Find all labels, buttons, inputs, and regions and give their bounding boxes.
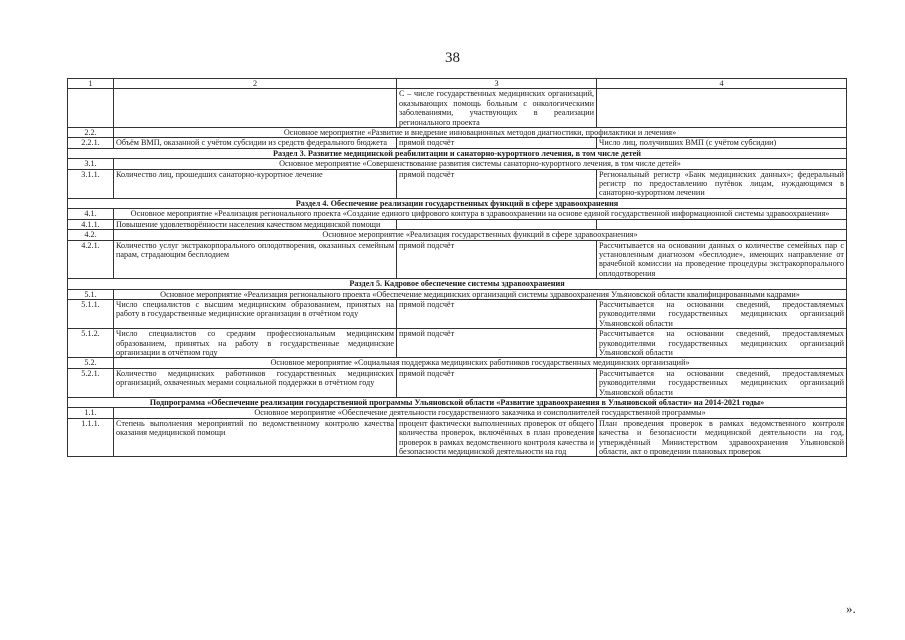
activity-row xyxy=(68,209,847,219)
row-number: 5.2. xyxy=(68,358,114,368)
calculation-method: прямой подсчёт xyxy=(397,368,597,397)
indicator-row xyxy=(68,299,847,328)
row-number: 5.1.2. xyxy=(68,329,114,358)
indicator-name: Степень выполнения мероприятий по ведомственному контролю качества оказания медицинской помощи xyxy=(114,418,397,457)
row-number: 2.2.1. xyxy=(68,138,114,148)
row-number: 5.1.1. xyxy=(68,299,114,328)
indicator-name: Количество лиц, прошедших санаторно-курортное лечение xyxy=(114,169,397,198)
closing-quote-mark: ». xyxy=(846,601,856,616)
activity-title: Основное мероприятие «Совершенствование развития системы санаторно-курортного лечения, в том числе детей» xyxy=(114,159,847,169)
row-number: 3.1.1. xyxy=(68,169,114,198)
activity-row xyxy=(68,128,847,138)
section-row xyxy=(68,148,847,158)
page-number: 38 xyxy=(445,50,460,66)
row-number: 3.1. xyxy=(68,159,114,169)
indicator-name: Количество услуг экстракорпорального оплодотворения, оказанных семейным парам, страдающим бесплодием xyxy=(114,240,397,279)
indicator-row xyxy=(68,138,847,148)
calculation-method: прямой подсчёт xyxy=(397,138,597,148)
activity-row xyxy=(68,358,847,368)
table-header-row xyxy=(68,79,847,89)
activity-title: Основное мероприятие «Реализация регионального проекта «Обеспечение медицинских организаций системы здравоохранения Ульяновской области квалифицированными кадрами» xyxy=(114,289,847,299)
row-number: 1.1.1. xyxy=(68,418,114,457)
row-number: 4.2.1. xyxy=(68,240,114,279)
indicator-row xyxy=(68,240,847,279)
calculation-method: прямой подсчёт xyxy=(397,169,597,198)
section-title: Раздел 5. Кадровое обеспечение системы здравоохранения xyxy=(68,279,847,289)
activity-row xyxy=(68,230,847,240)
indicator-name: Число специалистов с высшим медицинским образованием, принятых на работу в государственные медицинские организации в отчётном году xyxy=(114,299,397,328)
calculation-method xyxy=(397,219,597,229)
indicator-row xyxy=(68,418,847,457)
calculation-method: прямой подсчёт xyxy=(397,329,597,358)
activity-title: Основное мероприятие «Развитие и внедрение инновационных методов диагностики, профилактики и лечения» xyxy=(114,128,847,138)
row-number xyxy=(68,89,114,128)
row-number: 4.2. xyxy=(68,230,114,240)
indicator-name: Объём ВМП, оказанной с учётом субсидии из средств федерального бюджета xyxy=(114,138,397,148)
row-number: 5.2.1. xyxy=(68,368,114,397)
data-source: Рассчитывается на основании данных о количестве семейных пар с установленным диагнозом «бесплодие», имеющих направление от врачебной комиссии на проведение процедуры экстракорпорального оплодотворения xyxy=(597,240,847,279)
row-number: 2.2. xyxy=(68,128,114,138)
activity-row xyxy=(68,408,847,418)
row-number: 4.1. xyxy=(68,209,114,219)
activity-title: Основное мероприятие «Реализация государственных функций в сфере здравоохранения» xyxy=(114,230,847,240)
activity-title: Основное мероприятие «Социальная поддержка медицинских работников государственных медицинских организаций» xyxy=(114,358,847,368)
data-source: Число лиц, получивших ВМП (с учётом субсидии) xyxy=(597,138,847,148)
activity-title: Основное мероприятие «Обеспечение деятельности государственного заказчика и соисполнителей государственной программы» xyxy=(114,408,847,418)
data-source: План проведения проверок в рамках ведомственного контроля качества и безопасности медицинской деятельности на год, утверждённый Министерством здравоохранения Ульяновской области, акт о проведении плановых проверок xyxy=(597,418,847,457)
indicator-name xyxy=(114,89,397,128)
row-number: 4.1.1. xyxy=(68,219,114,229)
calculation-method: С – числе государственных медицинских организаций, оказывающих помощь больным с онкологическими заболеваниями, участвующих в реализации регионального проекта xyxy=(397,89,597,128)
indicators-table xyxy=(67,78,847,457)
data-source: Рассчитывается на основании сведений, предоставляемых руководителями государственных медицинских организаций Ульяновской области xyxy=(597,299,847,328)
section-row xyxy=(68,398,847,408)
indicator-row xyxy=(68,89,847,128)
indicator-row xyxy=(68,219,847,229)
indicator-row xyxy=(68,368,847,397)
section-title: Подпрограмма «Обеспечение реализации государственной программы Ульяновской области «Развитие здравоохранения в Ульяновской области» на 2014-2021 годы» xyxy=(68,398,847,408)
calculation-method: прямой подсчёт xyxy=(397,240,597,279)
activity-title: Основное мероприятие «Реализация регионального проекта «Создание единого цифрового контура в здравоохранении на основе единой государственной информационной системы здравоохранения» xyxy=(114,209,847,219)
section-row xyxy=(68,279,847,289)
data-source xyxy=(597,89,847,128)
section-row xyxy=(68,198,847,208)
calculation-method: процент фактически выполненных проверок от общего количества проверок, включённых в план проведения проверок в рамках ведомственного контроля качества и безопасности медицинской деятельности на год xyxy=(397,418,597,457)
data-source: Рассчитывается на основании сведений, предоставляемых руководителями государственных медицинских организаций Ульяновской области xyxy=(597,368,847,397)
header-col-3: 3 xyxy=(397,79,597,89)
indicator-row xyxy=(68,329,847,358)
indicator-name: Повышение удовлетворённости населения качеством медицинской помощи xyxy=(114,219,397,229)
indicator-name: Количество медицинских работников государственных медицинских организаций, охваченных мерами социальной поддержки в отчётном году xyxy=(114,368,397,397)
header-col-1: 1 xyxy=(68,79,114,89)
header-col-2: 2 xyxy=(114,79,397,89)
row-number: 5.1. xyxy=(68,289,114,299)
data-source: Региональный регистр «Банк медицинских данных»; федеральный регистр по предоставлению путёвок лицам, нуждающимся в санаторно-курортном лечении xyxy=(597,169,847,198)
section-title: Раздел 3. Развитие медицинской реабилитации и санаторно-курортного лечения, в том числе детей xyxy=(68,148,847,158)
header-col-4: 4 xyxy=(597,79,847,89)
activity-row xyxy=(68,289,847,299)
section-title: Раздел 4. Обеспечение реализации государственных функций в сфере здравоохранения xyxy=(68,198,847,208)
indicator-row xyxy=(68,169,847,198)
row-number: 1.1. xyxy=(68,408,114,418)
indicator-name: Число специалистов со средним профессиональным медицинским образованием, принятых на работу в государственные медицинские организации в отчётном году xyxy=(114,329,397,358)
calculation-method: прямой подсчёт xyxy=(397,299,597,328)
data-source xyxy=(597,219,847,229)
data-source: Рассчитывается на основании сведений, предоставляемых руководителями государственных медицинских организаций Ульяновской области xyxy=(597,329,847,358)
activity-row xyxy=(68,159,847,169)
